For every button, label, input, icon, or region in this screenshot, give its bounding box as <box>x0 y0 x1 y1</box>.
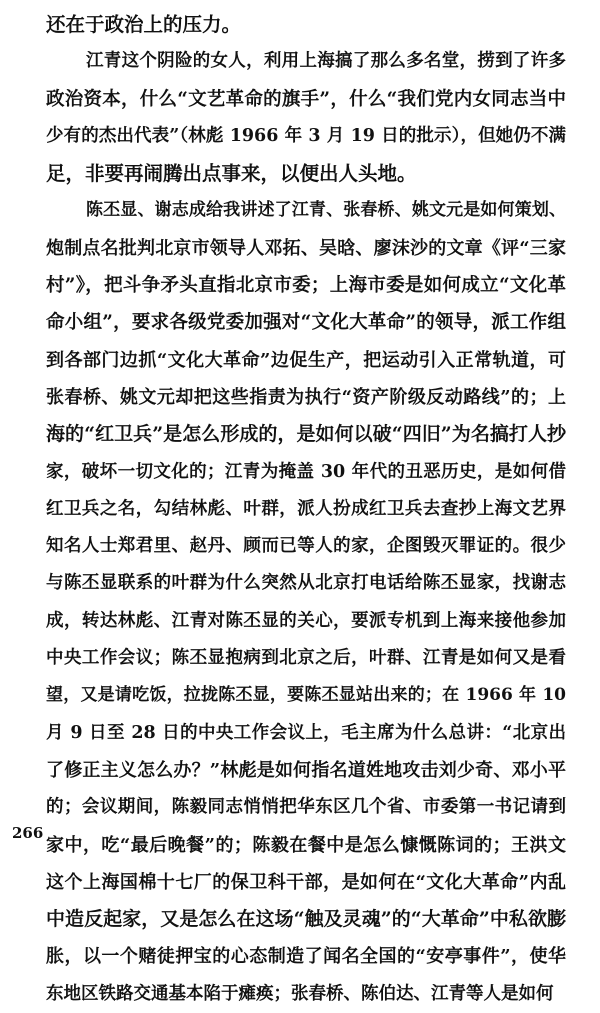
text-line: 少有的杰出代表”（林彪 1966 年 3 月 19 日的批示），但她仍不满 <box>46 125 566 146</box>
paragraph <box>46 6 566 43</box>
text-line: 胀，以一个赌徒押宝的心态制造了闻名全国的“安亭事件”，使华 <box>46 946 566 968</box>
text-line: 中造反起家，又是怎么在这场“触及灵魂”的“大革命”中私欲膨 <box>46 908 566 931</box>
text-line: 足，非要再闹腾出点事来，以便出人头地。 <box>46 162 417 186</box>
text-line: 的；会议期间，陈毅同志悄悄把华东区几个省、市委第一书记请到 <box>46 797 566 818</box>
text-line: 还在于政治上的压力。 <box>46 13 242 36</box>
text-line: 红卫兵之名，勾结林彪、叶群，派人扮成红卫兵去查抄上海文艺界 <box>46 498 566 519</box>
text-line: 知名人士郑君里、赵丹、顾而已等人的家，企图毁灭罪证的。很少 <box>46 536 566 557</box>
text-line: 村”》，把斗争矛头直指北京市委；上海市委是如何成立“文化革 <box>46 275 566 297</box>
page-number: 266 <box>12 824 44 842</box>
text-line: 命小组”，要求各级党委加强对“文化大革命”的领导，派工作组 <box>46 312 566 334</box>
text-line: 家，破坏一切文化的；江青为掩盖 30 年代的丑恶历史，是如何借 <box>46 461 566 482</box>
text-line: 海的“红卫兵”是怎么形成的，是如何以破“四旧”为名搞打人抄 <box>46 423 566 446</box>
text-line: 家中，吃“最后晚餐”的；陈毅在餐中是怎么慷慨陈词的；王洪文 <box>46 834 566 856</box>
text-line: 陈丕显、谢志成给我讲述了江青、张春桥、姚文元是如何策划、 <box>86 200 566 221</box>
text-line: 望，又是请吃饭，拉拢陈丕显，要陈丕显站出来的；在 1966 年 10 <box>46 685 566 706</box>
text-line: 中央工作会议；陈丕显抱病到北京之后，叶群、江青是如何又是看 <box>46 648 566 669</box>
text-line: 成，转达林彪、江青对陈丕显的关心，要派专机到上海来接他参加 <box>46 610 566 631</box>
text-line: 东地区铁路交通基本陷于瘫痪；张春桥、陈伯达、江青等人是如何 <box>46 983 554 1004</box>
text-line: 与陈丕显联系的叶群为什么突然从北京打电话给陈丕显家，找谢志 <box>46 573 566 594</box>
text-line: 江青这个阴险的女人，利用上海搞了那么多名堂，捞到了许多 <box>86 51 566 72</box>
text-line: 这个上海国棉十七厂的保卫科干部，是如何在“文化大革命”内乱 <box>46 871 566 893</box>
paragraph <box>46 192 566 1013</box>
page-body <box>46 6 566 1013</box>
text-line: 炮制点名批判北京市领导人邓拓、吴晗、廖沫沙的文章《评“三家 <box>46 237 566 259</box>
text-line: 月 9 日至 28 日的中央工作会议上，毛主席为什么总讲：“北京出 <box>46 722 566 743</box>
text-line: 政治资本，什么“文艺革命的旗手”，什么“我们党内女同志当中 <box>46 88 566 110</box>
text-line: 张春桥、姚文元却把这些指责为执行“资产阶级反动路线”的；上 <box>46 386 566 408</box>
text-line: 了修正主义怎么办？”林彪是如何指名道姓地攻击刘少奇、邓小平 <box>46 759 566 781</box>
text-line: 到各部门边抓“文化大革命”边促生产，把运动引入正常轨道，可 <box>46 349 566 371</box>
paragraph <box>46 43 566 192</box>
